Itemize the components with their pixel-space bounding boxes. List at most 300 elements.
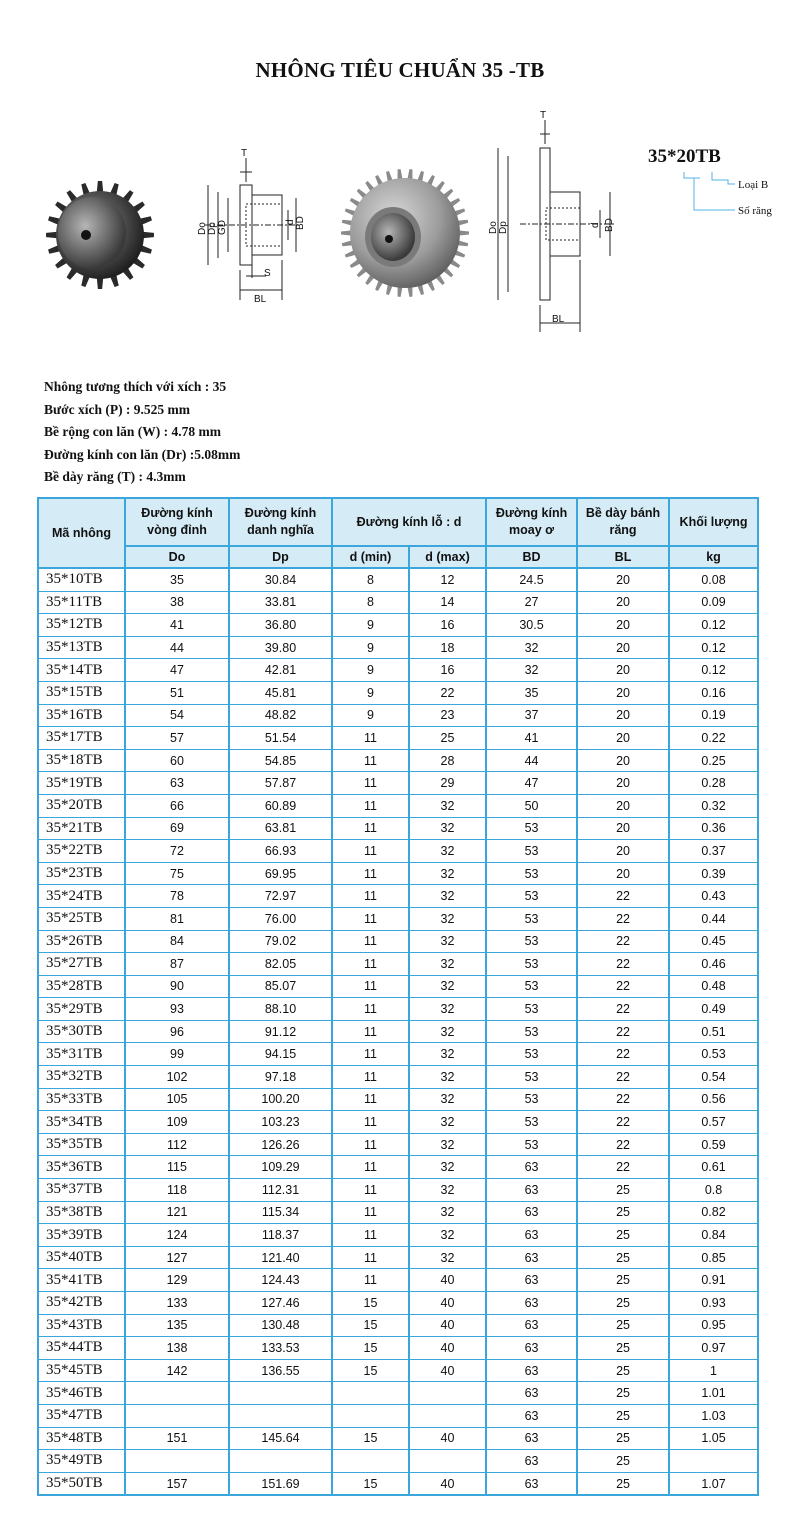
cell-do: 124 [125, 1224, 229, 1247]
cell-bd: 63 [486, 1427, 577, 1450]
table-row [38, 1066, 758, 1089]
table-row [38, 1043, 758, 1066]
cell-dmin: 15 [332, 1359, 409, 1382]
table-row [38, 794, 758, 817]
cell-bd: 53 [486, 907, 577, 930]
table-row [38, 885, 758, 908]
table-row [38, 1201, 758, 1224]
cell-dmin: 9 [332, 659, 409, 682]
cell-bd: 53 [486, 840, 577, 863]
cell-dmin: 8 [332, 568, 409, 591]
cell-code: 35*34TB [38, 1111, 125, 1134]
cell-do: 72 [125, 840, 229, 863]
cell-do: 102 [125, 1066, 229, 1089]
header-kg-sym: kg [669, 546, 758, 568]
cell-bd: 63 [486, 1269, 577, 1292]
label-dp-small: Dp [207, 222, 218, 235]
cell-dmax: 40 [409, 1427, 486, 1450]
cell-dp: 33.81 [229, 591, 332, 614]
cell-dmax: 40 [409, 1337, 486, 1360]
cell-dmax: 32 [409, 1224, 486, 1247]
cell-dp: 76.00 [229, 907, 332, 930]
spec-chain: Nhông tương thích với xích : 35 [44, 379, 227, 394]
cell-code: 35*38TB [38, 1201, 125, 1224]
cell-do: 63 [125, 772, 229, 795]
cell-dmax: 32 [409, 817, 486, 840]
cell-dp: 133.53 [229, 1337, 332, 1360]
cell-dmax: 22 [409, 681, 486, 704]
cell-bl: 22 [577, 907, 669, 930]
cell-kg: 0.85 [669, 1246, 758, 1269]
cell-do: 84 [125, 930, 229, 953]
cell-kg: 0.51 [669, 1020, 758, 1043]
cell-code: 35*40TB [38, 1246, 125, 1269]
cell-do: 66 [125, 794, 229, 817]
cell-code: 35*16TB [38, 704, 125, 727]
cell-bl: 25 [577, 1246, 669, 1269]
spec-list [44, 376, 240, 489]
cell-dp: 127.46 [229, 1292, 332, 1315]
cell-dp: 136.55 [229, 1359, 332, 1382]
cell-dmin: 11 [332, 1224, 409, 1247]
cell-bd: 53 [486, 1088, 577, 1111]
cell-bd: 63 [486, 1179, 577, 1202]
cell-dp: 57.87 [229, 772, 332, 795]
cell-bd: 63 [486, 1472, 577, 1495]
cell-do: 135 [125, 1314, 229, 1337]
cell-kg: 0.28 [669, 772, 758, 795]
table-row [38, 1337, 758, 1360]
cell-bd: 41 [486, 727, 577, 750]
cell-dmax: 32 [409, 1179, 486, 1202]
cell-do: 75 [125, 862, 229, 885]
label-bl-small: BL [254, 294, 267, 305]
table-row [38, 1156, 758, 1179]
cell-dmax: 32 [409, 840, 486, 863]
cell-kg: 0.82 [669, 1201, 758, 1224]
cell-dmax: 32 [409, 930, 486, 953]
cell-bl: 20 [577, 704, 669, 727]
cell-kg: 0.48 [669, 975, 758, 998]
cell-bl: 20 [577, 727, 669, 750]
cell-code: 35*37TB [38, 1179, 125, 1202]
cell-dmin: 11 [332, 907, 409, 930]
table-row [38, 840, 758, 863]
table-row [38, 1359, 758, 1382]
cell-bl: 20 [577, 681, 669, 704]
cell-bl: 20 [577, 636, 669, 659]
label-gd-small: GD [217, 220, 228, 235]
cell-dmax: 40 [409, 1314, 486, 1337]
cell-dmin: 11 [332, 817, 409, 840]
cell-bd: 27 [486, 591, 577, 614]
cell-do: 57 [125, 727, 229, 750]
cell-dp: 82.05 [229, 953, 332, 976]
cell-dmin: 9 [332, 704, 409, 727]
cell-bd: 53 [486, 1020, 577, 1043]
cell-kg: 0.32 [669, 794, 758, 817]
cell-bd: 47 [486, 772, 577, 795]
table-row [38, 998, 758, 1021]
cell-dmax [409, 1450, 486, 1473]
cell-code: 35*26TB [38, 930, 125, 953]
cell-dmax: 32 [409, 1156, 486, 1179]
cell-bd: 53 [486, 953, 577, 976]
cell-do: 90 [125, 975, 229, 998]
table-row [38, 907, 758, 930]
table-row [38, 1224, 758, 1247]
cell-kg: 0.44 [669, 907, 758, 930]
cell-dp [229, 1382, 332, 1405]
table-row [38, 636, 758, 659]
cell-code: 35*33TB [38, 1088, 125, 1111]
cell-code: 35*30TB [38, 1020, 125, 1043]
spec-tooth-thickness: Bề dày răng (T) : 4.3mm [44, 469, 186, 485]
code-teeth-label: Số răng [738, 205, 772, 217]
cell-dp [229, 1450, 332, 1473]
cell-bd: 35 [486, 681, 577, 704]
cell-dp: 54.85 [229, 749, 332, 772]
cell-dmax: 32 [409, 1133, 486, 1156]
label-do-large: Do [488, 221, 499, 234]
cell-kg: 0.22 [669, 727, 758, 750]
cell-code: 35*36TB [38, 1156, 125, 1179]
cell-dmax: 40 [409, 1269, 486, 1292]
cell-dmax: 32 [409, 953, 486, 976]
cell-dmax: 16 [409, 614, 486, 637]
cell-bd: 63 [486, 1359, 577, 1382]
cell-bd: 53 [486, 1111, 577, 1134]
header-bl-sym: BL [577, 546, 669, 568]
cell-bd: 50 [486, 794, 577, 817]
spec-roller-width: Bề rộng con lăn (W) : 4.78 mm [44, 424, 221, 440]
cell-dmax: 12 [409, 568, 486, 591]
cell-dp: 100.20 [229, 1088, 332, 1111]
cell-dp: 39.80 [229, 636, 332, 659]
cell-dmax: 32 [409, 1020, 486, 1043]
table-row [38, 953, 758, 976]
cell-dp: 126.26 [229, 1133, 332, 1156]
cell-code: 35*28TB [38, 975, 125, 998]
cell-kg: 1.01 [669, 1382, 758, 1405]
cell-kg: 0.8 [669, 1179, 758, 1202]
cell-kg: 1.03 [669, 1404, 758, 1427]
table-row [38, 614, 758, 637]
cell-dmax: 32 [409, 862, 486, 885]
header-bore-title: Đường kính lỗ : d [332, 498, 486, 546]
table-row [38, 1450, 758, 1473]
table-row [38, 749, 758, 772]
cell-bd: 63 [486, 1156, 577, 1179]
code-example: 35*20TB [648, 146, 721, 167]
cell-do: 127 [125, 1246, 229, 1269]
cell-dmax: 18 [409, 636, 486, 659]
cell-dmin: 11 [332, 998, 409, 1021]
cell-bl: 25 [577, 1224, 669, 1247]
cell-dmax: 40 [409, 1292, 486, 1315]
label-t-small: T [241, 148, 248, 159]
cell-bd: 53 [486, 1066, 577, 1089]
cell-do [125, 1450, 229, 1473]
cell-kg: 0.45 [669, 930, 758, 953]
header-code: Mã nhông [38, 498, 125, 568]
cell-dmin: 15 [332, 1314, 409, 1337]
cell-bd: 53 [486, 930, 577, 953]
cell-kg: 0.61 [669, 1156, 758, 1179]
cell-bd: 53 [486, 975, 577, 998]
sprocket-photo-large [341, 169, 469, 297]
table-row [38, 1404, 758, 1427]
table-row [38, 727, 758, 750]
header-bd-sym: BD [486, 546, 577, 568]
cell-code: 35*32TB [38, 1066, 125, 1089]
cell-bl: 25 [577, 1314, 669, 1337]
cell-bl: 25 [577, 1179, 669, 1202]
cell-do: 99 [125, 1043, 229, 1066]
cell-bd: 63 [486, 1404, 577, 1427]
cell-bl: 20 [577, 840, 669, 863]
cell-do: 47 [125, 659, 229, 682]
table-row [38, 681, 758, 704]
cell-bd: 44 [486, 749, 577, 772]
cell-code: 35*14TB [38, 659, 125, 682]
cell-kg: 0.08 [669, 568, 758, 591]
cell-do: 35 [125, 568, 229, 591]
cell-dp: 79.02 [229, 930, 332, 953]
cell-bl: 25 [577, 1404, 669, 1427]
cell-dmin: 11 [332, 772, 409, 795]
cell-bl: 22 [577, 885, 669, 908]
cell-code: 35*29TB [38, 998, 125, 1021]
cell-bd: 63 [486, 1337, 577, 1360]
cell-dmax [409, 1404, 486, 1427]
cell-dp: 151.69 [229, 1472, 332, 1495]
cell-dp: 72.97 [229, 885, 332, 908]
table-body [38, 568, 758, 1495]
table-row [38, 1382, 758, 1405]
cell-do: 41 [125, 614, 229, 637]
cell-do: 54 [125, 704, 229, 727]
cell-dmin: 15 [332, 1427, 409, 1450]
cell-code: 35*49TB [38, 1450, 125, 1473]
cell-code: 35*25TB [38, 907, 125, 930]
cell-do: 93 [125, 998, 229, 1021]
cell-kg: 0.19 [669, 704, 758, 727]
cell-kg: 0.46 [669, 953, 758, 976]
cell-bl: 20 [577, 772, 669, 795]
cell-code: 35*48TB [38, 1427, 125, 1450]
cell-kg: 0.37 [669, 840, 758, 863]
cell-do: 138 [125, 1337, 229, 1360]
spec-roller-diameter: Đường kính con lăn (Dr) :5.08mm [44, 446, 241, 462]
cell-dmin: 11 [332, 862, 409, 885]
cell-code: 35*39TB [38, 1224, 125, 1247]
cell-dmin: 9 [332, 681, 409, 704]
cell-code: 35*45TB [38, 1359, 125, 1382]
cell-dp: 42.81 [229, 659, 332, 682]
cell-dmax: 32 [409, 907, 486, 930]
cell-bl: 20 [577, 817, 669, 840]
cell-bl: 20 [577, 591, 669, 614]
cell-bl: 25 [577, 1292, 669, 1315]
cell-bl: 22 [577, 930, 669, 953]
cell-code: 35*22TB [38, 840, 125, 863]
cell-dmin [332, 1404, 409, 1427]
cell-dp: 63.81 [229, 817, 332, 840]
cell-dmin: 11 [332, 975, 409, 998]
cell-do: 69 [125, 817, 229, 840]
cell-do: 118 [125, 1179, 229, 1202]
header-bd-title: Đường kính moay ơ [486, 498, 577, 546]
cell-bl: 22 [577, 998, 669, 1021]
cell-code: 35*41TB [38, 1269, 125, 1292]
cell-code: 35*21TB [38, 817, 125, 840]
cell-dmax: 32 [409, 1066, 486, 1089]
cell-bd: 37 [486, 704, 577, 727]
cell-dmin: 11 [332, 1269, 409, 1292]
cell-dmax: 28 [409, 749, 486, 772]
table-row [38, 930, 758, 953]
cell-dmin: 11 [332, 727, 409, 750]
cell-kg: 0.43 [669, 885, 758, 908]
cell-dp: 121.40 [229, 1246, 332, 1269]
spec-pitch: Bước xích (P) : 9.525 mm [44, 401, 191, 417]
cell-kg: 0.09 [669, 591, 758, 614]
header-dp-sym: Dp [229, 546, 332, 568]
cell-bd: 63 [486, 1224, 577, 1247]
cell-kg: 0.12 [669, 614, 758, 637]
cell-dmin: 15 [332, 1472, 409, 1495]
cell-kg: 0.93 [669, 1292, 758, 1315]
cell-bl: 25 [577, 1450, 669, 1473]
cell-dmin: 8 [332, 591, 409, 614]
header-kg-title: Khối lượng [669, 498, 758, 546]
cell-dmax [409, 1382, 486, 1405]
cell-kg: 0.36 [669, 817, 758, 840]
label-bd-small: BD [295, 216, 306, 230]
cell-kg: 0.57 [669, 1111, 758, 1134]
cell-code: 35*42TB [38, 1292, 125, 1315]
cell-kg: 0.95 [669, 1314, 758, 1337]
cell-dp: 48.82 [229, 704, 332, 727]
cell-dmin: 11 [332, 885, 409, 908]
table-row [38, 862, 758, 885]
cell-kg: 0.59 [669, 1133, 758, 1156]
cell-kg: 0.53 [669, 1043, 758, 1066]
cell-bd: 53 [486, 885, 577, 908]
cell-bd: 63 [486, 1246, 577, 1269]
cell-dp: 115.34 [229, 1201, 332, 1224]
cell-dmin: 11 [332, 749, 409, 772]
cell-bl: 20 [577, 659, 669, 682]
cell-dp: 94.15 [229, 1043, 332, 1066]
cell-dmin: 11 [332, 1133, 409, 1156]
cell-bd: 63 [486, 1382, 577, 1405]
cell-dp: 66.93 [229, 840, 332, 863]
cell-dp: 88.10 [229, 998, 332, 1021]
drawing-labels-large [488, 110, 615, 325]
table-row [38, 1292, 758, 1315]
cell-dmin: 11 [332, 1179, 409, 1202]
cell-dmax: 16 [409, 659, 486, 682]
cell-bd: 53 [486, 1133, 577, 1156]
cell-dmin: 11 [332, 1043, 409, 1066]
cell-code: 35*10TB [38, 568, 125, 591]
cell-bl: 25 [577, 1427, 669, 1450]
header-do-sym: Do [125, 546, 229, 568]
cell-bl: 25 [577, 1382, 669, 1405]
cell-bl: 25 [577, 1201, 669, 1224]
cell-bl: 20 [577, 568, 669, 591]
table-row [38, 1111, 758, 1134]
cell-dmax: 32 [409, 975, 486, 998]
cell-bl: 25 [577, 1359, 669, 1382]
cell-kg: 0.56 [669, 1088, 758, 1111]
label-bl-large: BL [552, 314, 565, 325]
cell-code: 35*24TB [38, 885, 125, 908]
cell-do: 78 [125, 885, 229, 908]
label-d-small: d [285, 219, 296, 225]
cell-dmax: 32 [409, 1111, 486, 1134]
label-t-large: T [540, 110, 547, 121]
cell-dmin: 11 [332, 930, 409, 953]
page-title: NHÔNG TIÊU CHUẨN 35 -TB [255, 58, 545, 82]
cell-do: 151 [125, 1427, 229, 1450]
cell-dmin: 15 [332, 1337, 409, 1360]
cell-do: 109 [125, 1111, 229, 1134]
cell-code: 35*44TB [38, 1337, 125, 1360]
cell-dmin: 11 [332, 1111, 409, 1134]
cell-bd: 53 [486, 1043, 577, 1066]
header-dmax-sym: d (max) [409, 546, 486, 568]
table-row [38, 1427, 758, 1450]
cell-bd: 24.5 [486, 568, 577, 591]
cell-bl: 22 [577, 975, 669, 998]
cell-dp: 30.84 [229, 568, 332, 591]
cell-dmin: 11 [332, 1088, 409, 1111]
label-bd-large: BD [604, 218, 615, 232]
cell-do: 133 [125, 1292, 229, 1315]
cell-kg: 0.16 [669, 681, 758, 704]
cell-dmin: 11 [332, 840, 409, 863]
spec-table-container [37, 497, 757, 1496]
cell-bd: 32 [486, 636, 577, 659]
cell-dp: 130.48 [229, 1314, 332, 1337]
cell-code: 35*18TB [38, 749, 125, 772]
label-d-large: d [590, 222, 601, 228]
cell-dmin: 11 [332, 953, 409, 976]
cell-code: 35*11TB [38, 591, 125, 614]
sprocket-photo-small [46, 181, 154, 289]
table-row [38, 704, 758, 727]
cell-dmin: 11 [332, 1201, 409, 1224]
cell-dmin: 11 [332, 794, 409, 817]
cell-code: 35*19TB [38, 772, 125, 795]
table-row [38, 1314, 758, 1337]
cell-bd: 30.5 [486, 614, 577, 637]
cell-dmin: 9 [332, 636, 409, 659]
cell-kg: 0.39 [669, 862, 758, 885]
cell-dmax: 32 [409, 998, 486, 1021]
cell-kg: 1.05 [669, 1427, 758, 1450]
cell-dmin: 11 [332, 1156, 409, 1179]
cell-code: 35*17TB [38, 727, 125, 750]
cell-bl: 22 [577, 1066, 669, 1089]
cell-bl: 20 [577, 794, 669, 817]
table-row [38, 817, 758, 840]
header-dp-title: Đường kính danh nghĩa [229, 498, 332, 546]
cell-dp: 60.89 [229, 794, 332, 817]
